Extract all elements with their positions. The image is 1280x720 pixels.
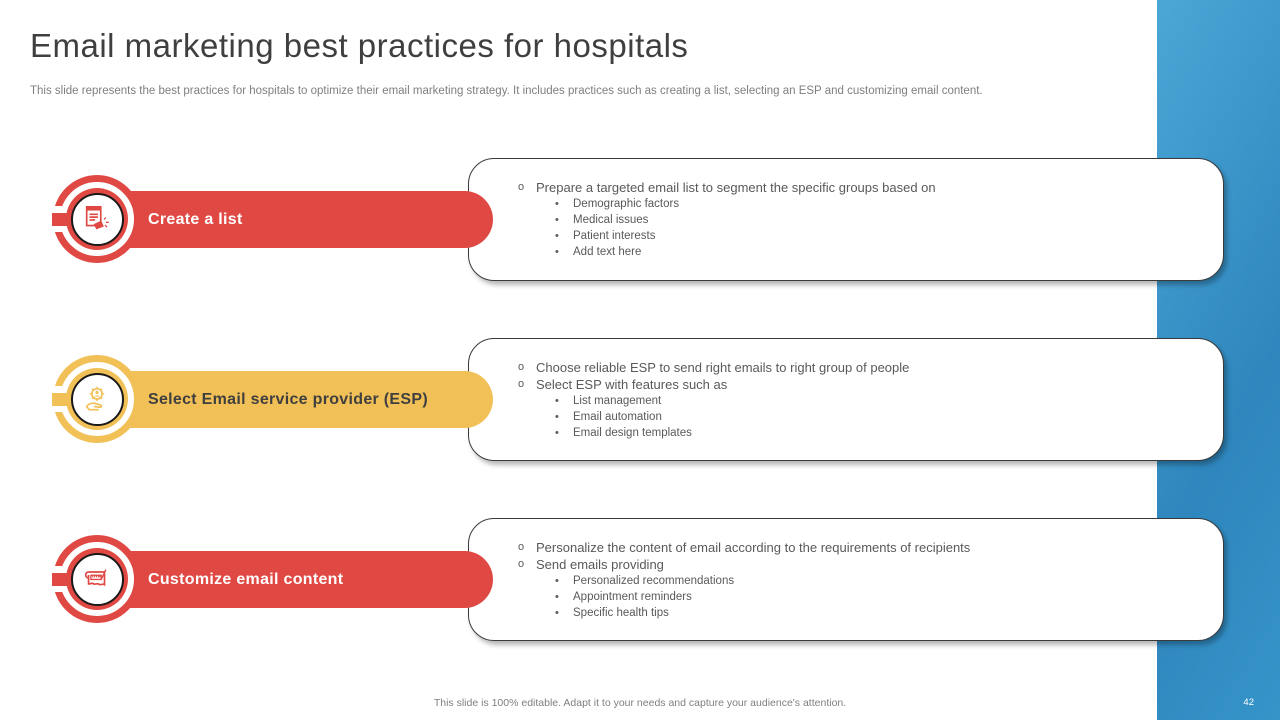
bullet-item: • Email automation <box>554 409 1223 425</box>
practice-badge <box>53 355 141 443</box>
practice-row-customize-content <box>0 518 1280 641</box>
bullet-item: • Demographic factors <box>554 196 1223 212</box>
practice-pill <box>85 191 493 248</box>
practice-pill-label: Customize email content <box>148 570 344 588</box>
footer-note: This slide is 100% editable. Adapt it to your needs and capture your audience's attention. <box>433 697 847 709</box>
practice-badge <box>53 175 141 263</box>
practice-badge <box>53 535 141 623</box>
bullet-item: • Appointment reminders <box>554 589 1223 605</box>
bullet-list <box>517 179 1223 260</box>
practice-row-create-list <box>0 158 1280 281</box>
content-box <box>468 338 1224 461</box>
badge-inner-circle <box>71 373 124 426</box>
bullet-item: • Patient interests <box>554 228 1223 244</box>
bullet-item: o Choose reliable ESP to send right emails to right group of people <box>517 359 1223 376</box>
badge-inner-circle <box>71 193 124 246</box>
page-title: Email marketing best practices for hospitals <box>30 27 689 64</box>
bullet-item: o Personalize the content of email according to the requirements of recipients <box>517 539 1223 556</box>
slide-subtitle: This slide represents the best practices for hospitals to optimize their email marketing strategy. It includes practices such as creating a list, selecting an ESP and customizing email content. <box>30 85 983 97</box>
practice-pill <box>85 551 493 608</box>
bullet-item: • Specific health tips <box>554 605 1223 621</box>
practice-row-select-esp <box>0 338 1280 461</box>
bullet-item: o Select ESP with features such as <box>517 376 1223 393</box>
content-box <box>468 158 1224 281</box>
content-box <box>468 518 1224 641</box>
bullet-list <box>517 539 1223 621</box>
practice-pill <box>85 371 493 428</box>
hand-gear-icon <box>82 384 112 414</box>
marketing-list-icon <box>82 204 112 234</box>
bullet-list <box>517 359 1223 441</box>
bullet-item: o Send emails providing <box>517 556 1223 573</box>
bullet-item: • List management <box>554 393 1223 409</box>
bullet-item: • Add text here <box>554 244 1223 260</box>
bullet-item: • Personalized recommendations <box>554 573 1223 589</box>
practice-pill-label: Select Email service provider (ESP) <box>148 390 428 408</box>
bullet-item: o Prepare a targeted email list to segment the specific groups based on <box>517 179 1223 196</box>
badge-inner-circle <box>71 553 124 606</box>
bullet-item: • Email design templates <box>554 425 1223 441</box>
page-number: 42 <box>1243 697 1254 708</box>
practice-pill-label: Create a list <box>148 210 243 228</box>
scroll-design-icon <box>82 564 112 594</box>
bullet-item: • Medical issues <box>554 212 1223 228</box>
